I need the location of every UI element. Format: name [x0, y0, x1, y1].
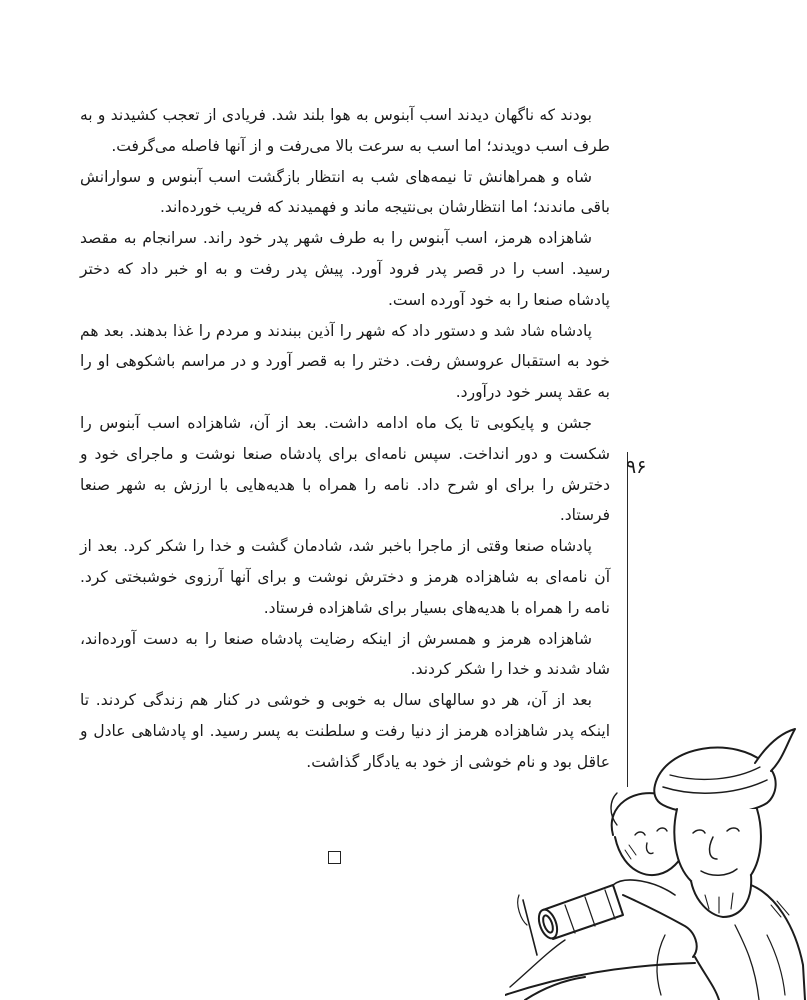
- figures-illustration: [505, 725, 807, 1000]
- paragraph: شاه و همراهانش تا نیمه‌های شب به انتظار بازگشت اسب آبنوس و سوارانش باقی ماندند؛ اما انتظارشان بی‌نتیجه ماند و فهمیدند که فریب خورده‌اند.: [80, 167, 610, 217]
- paragraph: بعد از آن، هر دو سالهای سال به خوبی و خوشی در کنار هم زندگی کردند. تا اینکه پدر شاهزاده هرمز از دنیا رفت و سلطنت به پسر رسید. او پادشاهی عادل و عاقل بود و نام خوشی از خود به یادگار گذاشت.: [80, 691, 610, 771]
- paragraph: شاهزاده هرمز، اسب آبنوس را به طرف شهر پدر خود راند. سرانجام به مقصد رسید. اسب را در قصر پدر فرود آورد. پیش پدر رفت و به او خبر داد که دختر پادشاه صنعا را به خود آورده است.: [80, 229, 610, 309]
- paragraph: پادشاه صنعا وقتی از ماجرا باخبر شد، شادمان گشت و خدا را شکر کرد. بعد از آن نامه‌ای به شاهزاده هرمز و دخترش نوشت و برای آنها آرزوی خوشبختی کرد. نامه را همراه با هدیه‌های بسیار برای شاهزاده فرستاد.: [80, 537, 610, 617]
- story-text: [80, 100, 610, 778]
- end-of-story-square-icon: [328, 851, 341, 864]
- paragraph: جشن و پایکوبی تا یک ماه ادامه داشت. بعد از آن، شاهزاده اسب آبنوس را شکست و دور انداخت. سپس نامه‌ای برای پادشاه صنعا نوشت و ماجرای خود و دخترش را برای او شرح داد. نامه را همراه با هدیه‌هایی با ارزش به شهر صنعا فرستاد.: [80, 413, 610, 525]
- paragraph: پادشاه شاد شد و دستور داد که شهر را آذین ببندند و مردم را غذا بدهند. بعد هم خود به استقبال عروسش رفت. دختر را به قصر آورد و در مراسم باشکوهی او را به عقد پسر خود درآورد.: [80, 321, 610, 402]
- paragraph: بودند که ناگهان دیدند اسب آبنوس به هوا بلند شد. فریادی از تعجب کشیدند و به طرف اسب دویدند؛ اما اسب به سرعت بالا می‌رفت و از آنها فاصله می‌گرفت.: [80, 106, 610, 155]
- paragraph: شاهزاده هرمز و همسرش از اینکه رضایت پادشاه صنعا را به دست آورده‌اند، شاد شدند و خدا را شکر کردند.: [80, 629, 610, 679]
- page-number: ۹۶: [626, 456, 647, 478]
